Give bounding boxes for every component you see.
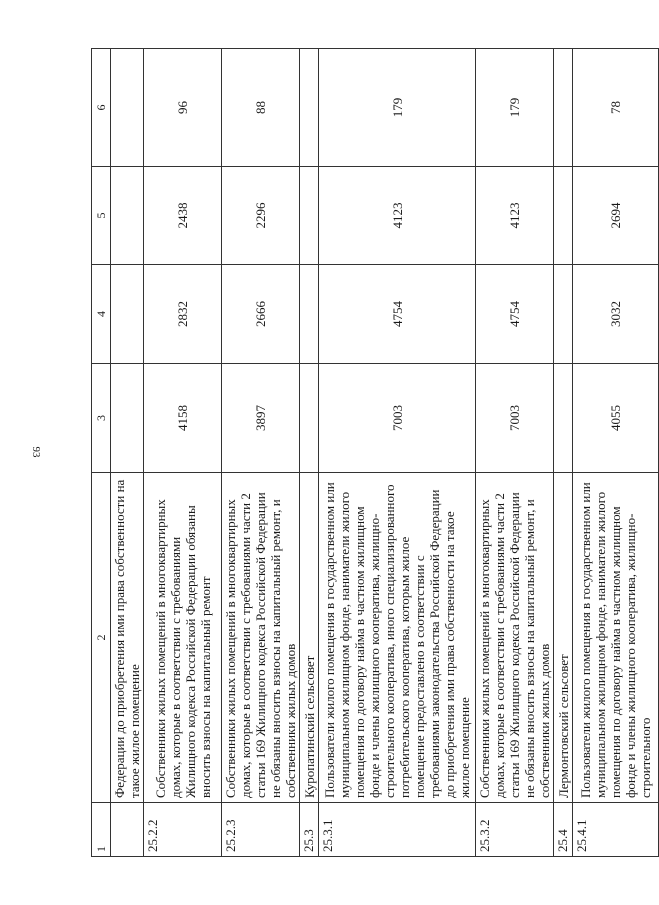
row-value-col-4: [111, 265, 144, 364]
row-description: Собственники жилых помещений в многоквартирных домах, которые в соответствии с требованиями части 2 статьи 169 Жилищного кодекса Российской Федерации не обязаны вносить взносы на капитальный ремонт, и собственники жилых домов: [476, 473, 554, 803]
row-description: Лермонтовский сельсовет: [554, 473, 573, 803]
row-code: 25.3: [300, 803, 319, 857]
table-row: [111, 49, 144, 857]
row-value-col-3: [111, 364, 144, 473]
row-value-col-5: 2438: [144, 167, 222, 265]
row-value-col-6: [111, 49, 144, 167]
row-value-col-6: 78: [573, 49, 659, 167]
row-value-col-4: 2832: [144, 265, 222, 364]
table-row: [476, 49, 554, 857]
row-value-col-4: 4754: [319, 265, 476, 364]
row-value-col-3: 7003: [319, 364, 476, 473]
table-body: [92, 49, 659, 857]
page-number: 93: [30, 446, 42, 458]
header-col-2: 2: [92, 473, 111, 803]
row-value-col-5: 4123: [319, 167, 476, 265]
row-value-col-3: 3897: [222, 364, 300, 473]
row-description: Собственники жилых помещений в многоквартирных домах, которые в соответствии с требованиями части 2 статьи 169 Жилищного кодекса Российской Федерации не обязаны вносить взносы на капитальный ремонт, и собственники жилых домов: [222, 473, 300, 803]
row-value-col-3: 7003: [476, 364, 554, 473]
row-code: 25.4: [554, 803, 573, 857]
row-value-col-3: 4158: [144, 364, 222, 473]
rotated-table-container: [91, 49, 653, 857]
table-row: [573, 49, 659, 857]
row-value-col-5: [300, 167, 319, 265]
row-value-col-5: 2296: [222, 167, 300, 265]
row-value-col-3: [300, 364, 319, 473]
row-description: Куропатинский сельсовет: [300, 473, 319, 803]
row-value-col-5: [111, 167, 144, 265]
row-value-col-6: [300, 49, 319, 167]
table-section-row: [554, 49, 573, 857]
table-row: [222, 49, 300, 857]
row-value-col-4: [554, 265, 573, 364]
row-value-col-4: [300, 265, 319, 364]
row-value-col-5: [554, 167, 573, 265]
table-row: [319, 49, 476, 857]
row-value-col-6: 88: [222, 49, 300, 167]
row-value-col-4: 3032: [573, 265, 659, 364]
table-row: [144, 49, 222, 857]
row-description: Федерации до приобретения ими права собственности на такое жилое помещение: [111, 473, 144, 803]
row-value-col-4: 4754: [476, 265, 554, 364]
row-code: 25.2.3: [222, 803, 300, 857]
tariff-table: [91, 48, 659, 857]
row-value-col-4: 2666: [222, 265, 300, 364]
row-code: [111, 803, 144, 857]
header-col-5: 5: [92, 167, 111, 265]
header-col-4: 4: [92, 265, 111, 364]
row-value-col-6: 96: [144, 49, 222, 167]
table-header-row: [92, 49, 111, 857]
header-col-6: 6: [92, 49, 111, 167]
row-code: 25.3.1: [319, 803, 476, 857]
row-code: 25.4.1: [573, 803, 659, 857]
row-code: 25.3.2: [476, 803, 554, 857]
row-description: Собственники жилых помещений в многоквартирных домах, которые в соответствии с требованиями Жилищного кодекса Российской Федерации обязаны вносить взносы на капитальный ремонт: [144, 473, 222, 803]
row-description: Пользователи жилого помещения в государственном или муниципальном жилищном фонде, наниматели жилого помещения по договору найма в частном жилищном фонде и члены жилищного кооператива, жилищно-строительного кооператива, иного специализированного потребительского кооператива, которым жилое помещение предоставлено в соответствии с требованиями законодательства Российской Федерации до приобретения ими права собственности на такое жилое помещение: [319, 473, 476, 803]
row-value-col-3: [554, 364, 573, 473]
row-value-col-5: 4123: [476, 167, 554, 265]
row-value-col-5: 2694: [573, 167, 659, 265]
row-description: Пользователи жилого помещения в государственном или муниципальном жилищном фонде, наниматели жилого помещения по договору найма в частном жилищном фонде и члены жилищного кооператива, жилищно-строительного: [573, 473, 659, 803]
row-value-col-3: 4055: [573, 364, 659, 473]
row-value-col-6: 179: [476, 49, 554, 167]
table-section-row: [300, 49, 319, 857]
row-value-col-6: [554, 49, 573, 167]
row-value-col-6: 179: [319, 49, 476, 167]
row-code: 25.2.2: [144, 803, 222, 857]
header-col-3: 3: [92, 364, 111, 473]
header-col-1: 1: [92, 803, 111, 857]
